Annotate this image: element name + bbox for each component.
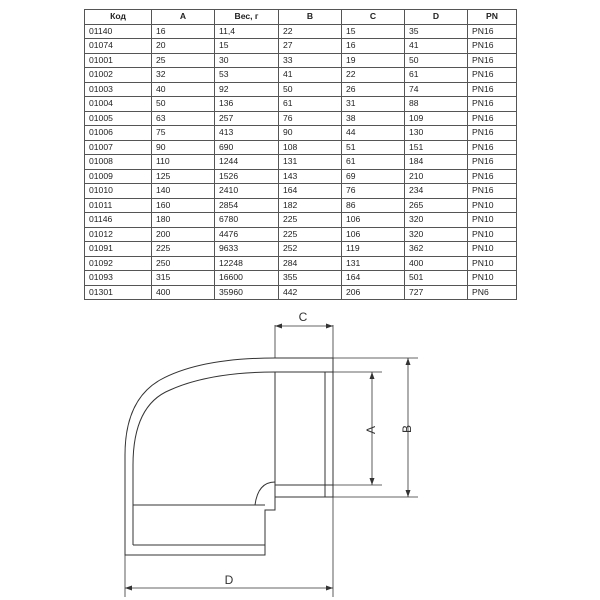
cell-kod: 01012	[85, 227, 152, 242]
cell-d: 210	[405, 169, 468, 184]
table-row	[85, 140, 517, 155]
table-row	[85, 227, 517, 242]
cell-b: 182	[279, 198, 342, 213]
cell-weight: 2854	[215, 198, 279, 213]
elbow-drawing	[0, 300, 600, 600]
cell-pn: PN16	[468, 184, 517, 199]
cell-weight: 136	[215, 97, 279, 112]
cell-pn: PN10	[468, 271, 517, 286]
cell-d: 234	[405, 184, 468, 199]
cell-pn: PN16	[468, 24, 517, 39]
cell-kod: 01093	[85, 271, 152, 286]
cell-pn: PN16	[468, 140, 517, 155]
cell-d: 50	[405, 53, 468, 68]
cell-a: 250	[152, 256, 215, 271]
cell-c: 22	[342, 68, 405, 83]
header-pn: PN	[468, 10, 517, 25]
cell-c: 31	[342, 97, 405, 112]
cell-kod: 01002	[85, 68, 152, 83]
cell-kod: 01007	[85, 140, 152, 155]
cell-c: 61	[342, 155, 405, 170]
cell-weight: 9633	[215, 242, 279, 257]
cell-d: 400	[405, 256, 468, 271]
cell-weight: 1526	[215, 169, 279, 184]
cell-d: 35	[405, 24, 468, 39]
cell-b: 442	[279, 285, 342, 300]
cell-c: 119	[342, 242, 405, 257]
cell-c: 26	[342, 82, 405, 97]
cell-kod: 01011	[85, 198, 152, 213]
cell-c: 51	[342, 140, 405, 155]
cell-d: 501	[405, 271, 468, 286]
header-c: C	[342, 10, 405, 25]
cell-a: 63	[152, 111, 215, 126]
cell-a: 50	[152, 97, 215, 112]
cell-weight: 92	[215, 82, 279, 97]
cell-weight: 53	[215, 68, 279, 83]
cell-pn: PN16	[468, 126, 517, 141]
cell-weight: 6780	[215, 213, 279, 228]
cell-pn: PN16	[468, 68, 517, 83]
cell-pn: PN10	[468, 242, 517, 257]
elbow-inner-contour	[133, 372, 275, 505]
cell-a: 75	[152, 126, 215, 141]
table-row	[85, 198, 517, 213]
cell-b: 90	[279, 126, 342, 141]
cell-d: 41	[405, 39, 468, 54]
cell-weight: 12248	[215, 256, 279, 271]
table-row	[85, 24, 517, 39]
cell-c: 38	[342, 111, 405, 126]
cell-b: 355	[279, 271, 342, 286]
cell-a: 400	[152, 285, 215, 300]
elbow-outer-contour	[125, 358, 333, 555]
cell-c: 131	[342, 256, 405, 271]
cell-pn: PN16	[468, 155, 517, 170]
table-row	[85, 256, 517, 271]
cell-c: 19	[342, 53, 405, 68]
cell-kod: 01008	[85, 155, 152, 170]
cell-a: 32	[152, 68, 215, 83]
cell-pn: PN10	[468, 256, 517, 271]
table-row	[85, 155, 517, 170]
cell-a: 180	[152, 213, 215, 228]
cell-b: 108	[279, 140, 342, 155]
cell-d: 151	[405, 140, 468, 155]
cell-b: 131	[279, 155, 342, 170]
dimension-c-label: C	[298, 310, 308, 324]
dimension-d-label: D	[224, 573, 234, 587]
cell-kod: 01146	[85, 213, 152, 228]
cell-b: 50	[279, 82, 342, 97]
cell-a: 160	[152, 198, 215, 213]
cell-weight: 15	[215, 39, 279, 54]
table-row	[85, 68, 517, 83]
cell-a: 110	[152, 155, 215, 170]
cell-c: 106	[342, 213, 405, 228]
cell-weight: 4476	[215, 227, 279, 242]
table-body	[85, 24, 517, 300]
cell-weight: 35960	[215, 285, 279, 300]
cell-b: 225	[279, 213, 342, 228]
table-row	[85, 97, 517, 112]
cell-pn: PN16	[468, 53, 517, 68]
cell-pn: PN16	[468, 169, 517, 184]
elbow-inner-bend	[255, 482, 275, 505]
table-row	[85, 111, 517, 126]
cell-kod: 01004	[85, 97, 152, 112]
cell-a: 140	[152, 184, 215, 199]
cell-pn: PN16	[468, 39, 517, 54]
table-row	[85, 169, 517, 184]
cell-kod: 01006	[85, 126, 152, 141]
cell-d: 362	[405, 242, 468, 257]
cell-c: 164	[342, 271, 405, 286]
cell-d: 109	[405, 111, 468, 126]
table-row	[85, 242, 517, 257]
cell-d: 74	[405, 82, 468, 97]
cell-d: 727	[405, 285, 468, 300]
cell-pn: PN16	[468, 97, 517, 112]
cell-d: 61	[405, 68, 468, 83]
header-kod: Код	[85, 10, 152, 25]
cell-b: 143	[279, 169, 342, 184]
cell-a: 125	[152, 169, 215, 184]
cell-d: 265	[405, 198, 468, 213]
cell-kod: 01010	[85, 184, 152, 199]
cell-weight: 1244	[215, 155, 279, 170]
table-row	[85, 213, 517, 228]
table-header-row	[85, 10, 517, 25]
cell-c: 86	[342, 198, 405, 213]
cell-weight: 257	[215, 111, 279, 126]
cell-kod: 01009	[85, 169, 152, 184]
cell-a: 225	[152, 242, 215, 257]
header-weight: Вес, г	[215, 10, 279, 25]
header-d: D	[405, 10, 468, 25]
cell-kod: 01091	[85, 242, 152, 257]
cell-a: 16	[152, 24, 215, 39]
cell-a: 20	[152, 39, 215, 54]
cell-b: 284	[279, 256, 342, 271]
cell-d: 184	[405, 155, 468, 170]
cell-weight: 16600	[215, 271, 279, 286]
cell-b: 22	[279, 24, 342, 39]
table-row	[85, 271, 517, 286]
table-row	[85, 39, 517, 54]
table-row	[85, 126, 517, 141]
cell-b: 252	[279, 242, 342, 257]
table-row	[85, 285, 517, 300]
cell-c: 44	[342, 126, 405, 141]
spec-table	[84, 9, 517, 300]
cell-pn: PN16	[468, 82, 517, 97]
cell-b: 41	[279, 68, 342, 83]
cell-b: 225	[279, 227, 342, 242]
cell-c: 15	[342, 24, 405, 39]
cell-pn: PN6	[468, 285, 517, 300]
dimension-c	[275, 324, 333, 359]
cell-c: 206	[342, 285, 405, 300]
cell-weight: 11,4	[215, 24, 279, 39]
cell-b: 76	[279, 111, 342, 126]
cell-weight: 30	[215, 53, 279, 68]
cell-d: 130	[405, 126, 468, 141]
cell-c: 76	[342, 184, 405, 199]
cell-b: 33	[279, 53, 342, 68]
cell-d: 320	[405, 227, 468, 242]
cell-pn: PN10	[468, 198, 517, 213]
cell-b: 27	[279, 39, 342, 54]
cell-kod: 01001	[85, 53, 152, 68]
cell-c: 16	[342, 39, 405, 54]
cell-c: 106	[342, 227, 405, 242]
cell-d: 88	[405, 97, 468, 112]
cell-c: 69	[342, 169, 405, 184]
cell-kod: 01092	[85, 256, 152, 271]
cell-pn: PN16	[468, 111, 517, 126]
cell-a: 25	[152, 53, 215, 68]
cell-a: 90	[152, 140, 215, 155]
cell-kod: 01301	[85, 285, 152, 300]
header-b: B	[279, 10, 342, 25]
cell-weight: 690	[215, 140, 279, 155]
dimension-a-label: A	[364, 425, 378, 435]
table-row	[85, 184, 517, 199]
cell-a: 200	[152, 227, 215, 242]
cell-b: 164	[279, 184, 342, 199]
cell-weight: 2410	[215, 184, 279, 199]
header-a: A	[152, 10, 215, 25]
cell-pn: PN10	[468, 227, 517, 242]
cell-kod: 01005	[85, 111, 152, 126]
cell-pn: PN10	[468, 213, 517, 228]
cell-d: 320	[405, 213, 468, 228]
table-row	[85, 53, 517, 68]
cell-weight: 413	[215, 126, 279, 141]
cell-a: 40	[152, 82, 215, 97]
cell-kod: 01140	[85, 24, 152, 39]
cell-kod: 01074	[85, 39, 152, 54]
table-row	[85, 82, 517, 97]
dimension-b-label: B	[400, 424, 414, 434]
cell-kod: 01003	[85, 82, 152, 97]
cell-b: 61	[279, 97, 342, 112]
cell-a: 315	[152, 271, 215, 286]
